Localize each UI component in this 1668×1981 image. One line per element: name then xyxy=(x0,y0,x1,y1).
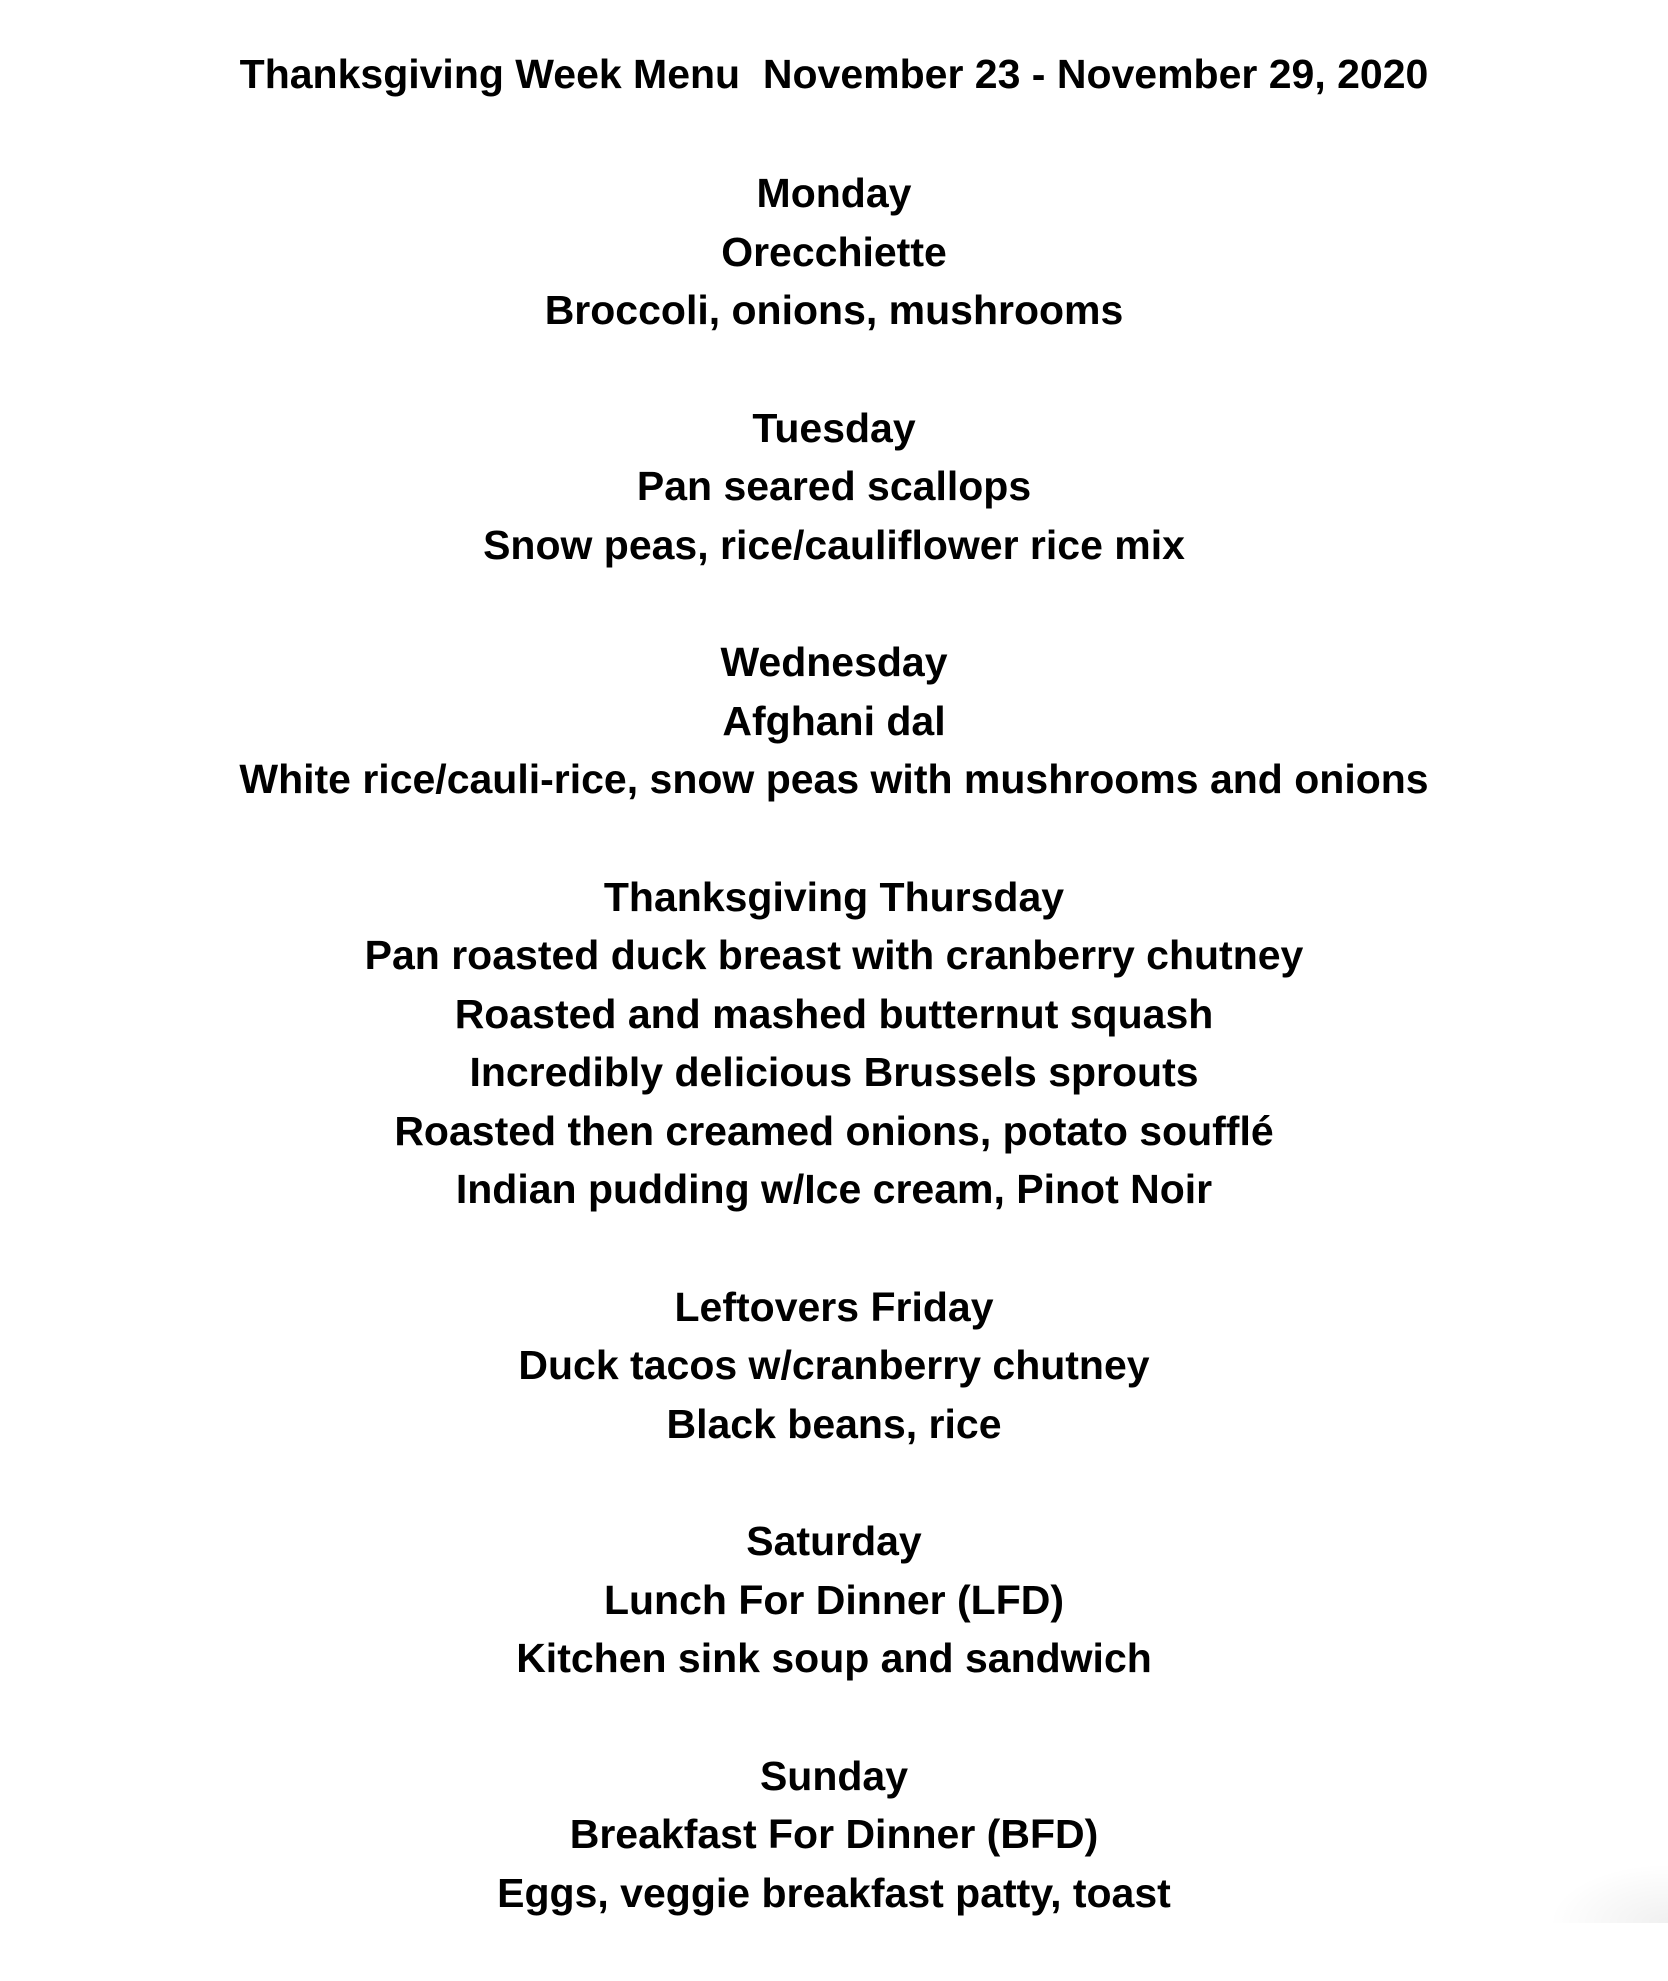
menu-item: Orecchiette xyxy=(721,228,947,275)
menu-item: Duck tacos w/cranberry chutney xyxy=(518,1342,1150,1388)
menu-list xyxy=(0,164,1668,1981)
menu-item: Broccoli, onions, mushrooms xyxy=(544,287,1124,333)
day-section-friday xyxy=(0,1278,1668,1454)
day-heading: Thanksgiving Thursday xyxy=(603,873,1065,920)
menu-item: Kitchen sink soup and sandwich xyxy=(516,1635,1152,1681)
day-heading: Sunday xyxy=(759,1752,909,1799)
page-edge-shadow xyxy=(1548,1863,1668,1923)
menu-item: Breakfast For Dinner (BFD) xyxy=(569,1811,1099,1857)
day-section-tuesday xyxy=(0,399,1668,575)
menu-item: White rice/cauli-rice, snow peas with mushrooms and onions xyxy=(239,756,1429,802)
day-heading: Tuesday xyxy=(752,404,916,451)
day-heading: Leftovers Friday xyxy=(674,1283,994,1330)
day-heading: Saturday xyxy=(746,1518,922,1564)
menu-item: Eggs, veggie breakfast patty, toast xyxy=(497,1869,1171,1916)
day-section-thursday xyxy=(0,868,1668,1219)
day-section-monday xyxy=(0,164,1668,340)
page-title: Thanksgiving Week Menu November 23 - November 29, 2020 xyxy=(239,51,1429,97)
menu-item: Pan seared scallops xyxy=(636,463,1032,509)
day-section-sunday xyxy=(0,1747,1668,1923)
menu-item: Pan roasted duck breast with cranberry chutney xyxy=(364,932,1304,978)
menu-item: Roasted and mashed butternut squash xyxy=(454,990,1214,1037)
day-section-saturday xyxy=(0,1512,1668,1688)
menu-item: Afghani dal xyxy=(722,697,946,744)
day-heading: Monday xyxy=(756,170,912,216)
menu-item: Black beans, rice xyxy=(666,1400,1002,1447)
day-section-wednesday xyxy=(0,633,1668,809)
menu-item: Incredibly delicious Brussels sprouts xyxy=(469,1049,1199,1095)
menu-item: Roasted then creamed onions, potato soufflé xyxy=(394,1107,1274,1154)
menu-item: Indian pudding w/Ice cream, Pinot Noir xyxy=(455,1166,1213,1212)
menu-item: Lunch For Dinner (LFD) xyxy=(603,1576,1065,1623)
day-heading: Wednesday xyxy=(720,639,948,685)
menu-item: Snow peas, rice/cauliflower rice mix xyxy=(483,521,1185,568)
